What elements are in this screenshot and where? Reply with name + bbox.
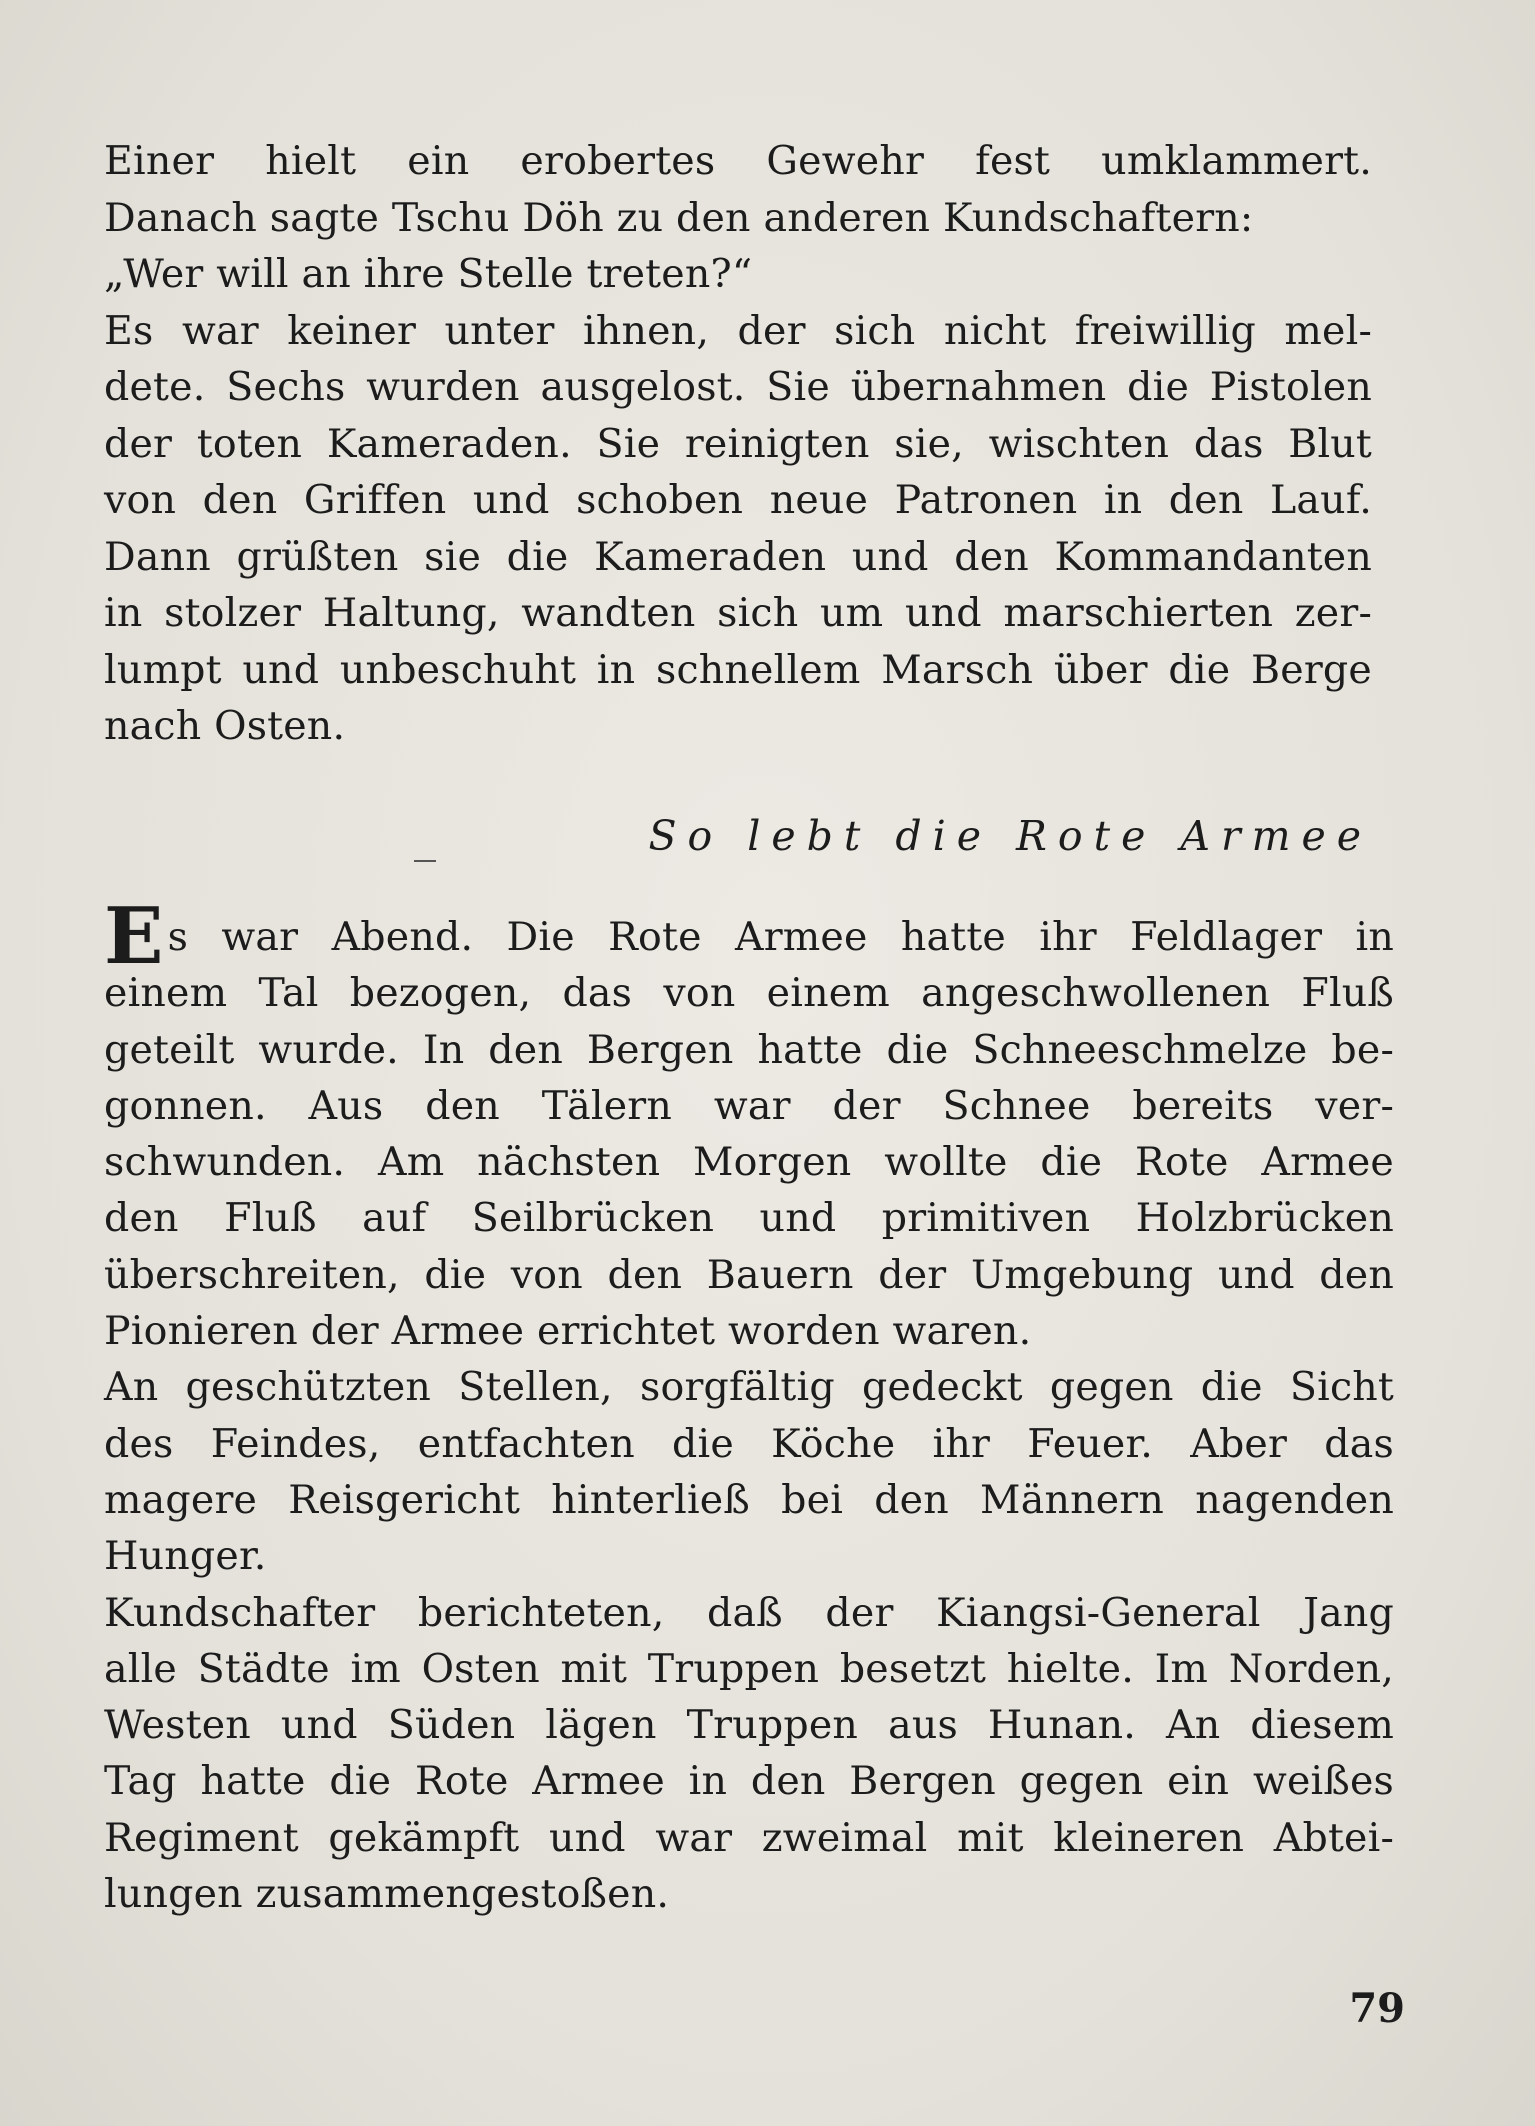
- text-line: überschreiten, die von den Bauern der Umgebung und den: [104, 1251, 1394, 1298]
- text-line: des Feindes, entfachten die Köche ihr Feuer. Aber das: [104, 1420, 1394, 1467]
- text-line: Westen und Süden lägen Truppen aus Hunan. An diesem: [104, 1702, 1394, 1749]
- text-line: in stolzer Haltung, wandten sich um und marschierten zer-: [104, 590, 1372, 636]
- text-line: geteilt wurde. In den Bergen hatte die Schneeschmelze be-: [104, 1026, 1394, 1073]
- text-line: „Wer will an ihre Stelle treten?“: [104, 251, 753, 297]
- text-line: alle Städte im Osten mit Truppen besetzt hielte. Im Norden,: [104, 1645, 1394, 1692]
- text-line: lumpt und unbeschuht in schnellem Marsch über die Berge: [104, 646, 1372, 693]
- text-line: der toten Kameraden. Sie reinigten sie, wischten das Blut: [104, 420, 1372, 467]
- text-line: Hunger.: [104, 1533, 267, 1580]
- text-line: schwunden. Am nächsten Morgen wollte die Rote Armee: [104, 1139, 1394, 1186]
- text-line: einem Tal bezogen, das von einem angeschwollenen Fluß: [104, 970, 1394, 1017]
- text-line: Es war keiner unter ihnen, der sich nicht freiwillig mel-: [104, 307, 1372, 354]
- passage-1: [104, 133, 1372, 755]
- first-line: [104, 891, 1394, 983]
- text-line: magere Reisgericht hinterließ bei den Männern nagenden: [104, 1476, 1394, 1523]
- text-line: gonnen. Aus den Tälern war der Schnee bereits ver-: [104, 1082, 1394, 1129]
- text-line: Danach sagte Tschu Döh zu den anderen Kundschaftern:: [104, 194, 1254, 241]
- text-line: den Fluß auf Seilbrücken und primitiven Holzbrücken: [104, 1195, 1394, 1242]
- heading-mark: [414, 860, 436, 862]
- text-line: An geschützten Stellen, sorgfältig gedeckt gegen die Sicht: [104, 1364, 1394, 1411]
- text-line: Dann grüßten sie die Kameraden und den Kommandanten: [104, 533, 1372, 580]
- text-line: Kundschafter berichteten, daß der Kiangsi-General Jang: [104, 1589, 1394, 1636]
- text-line: Pionieren der Armee errichtet worden waren.: [104, 1308, 1032, 1355]
- text-line: Tag hatte die Rote Armee in den Bergen gegen ein weißes: [104, 1758, 1394, 1805]
- text-line: Einer hielt ein erobertes Gewehr fest umklammert.: [104, 138, 1372, 184]
- first-line-text: s war Abend. Die Rote Armee hatte ihr Feldlager in: [167, 914, 1394, 960]
- text-line: Regiment gekämpft und war zweimal mit kleineren Abtei-: [104, 1814, 1394, 1861]
- passage-2: [104, 891, 1394, 1922]
- page-number: 79: [1349, 1985, 1405, 2032]
- text-line: nach Osten.: [104, 703, 346, 749]
- text-line: dete. Sechs wurden ausgelost. Sie übernahmen die Pistolen: [104, 364, 1372, 410]
- drop-cap: E: [104, 891, 164, 983]
- text-line: von den Griffen und schoben neue Patronen in den Lauf.: [104, 477, 1372, 523]
- section-heading: So lebt die Rote Armee: [648, 812, 1372, 860]
- text-line: lungen zusammengestoßen.: [104, 1871, 670, 1918]
